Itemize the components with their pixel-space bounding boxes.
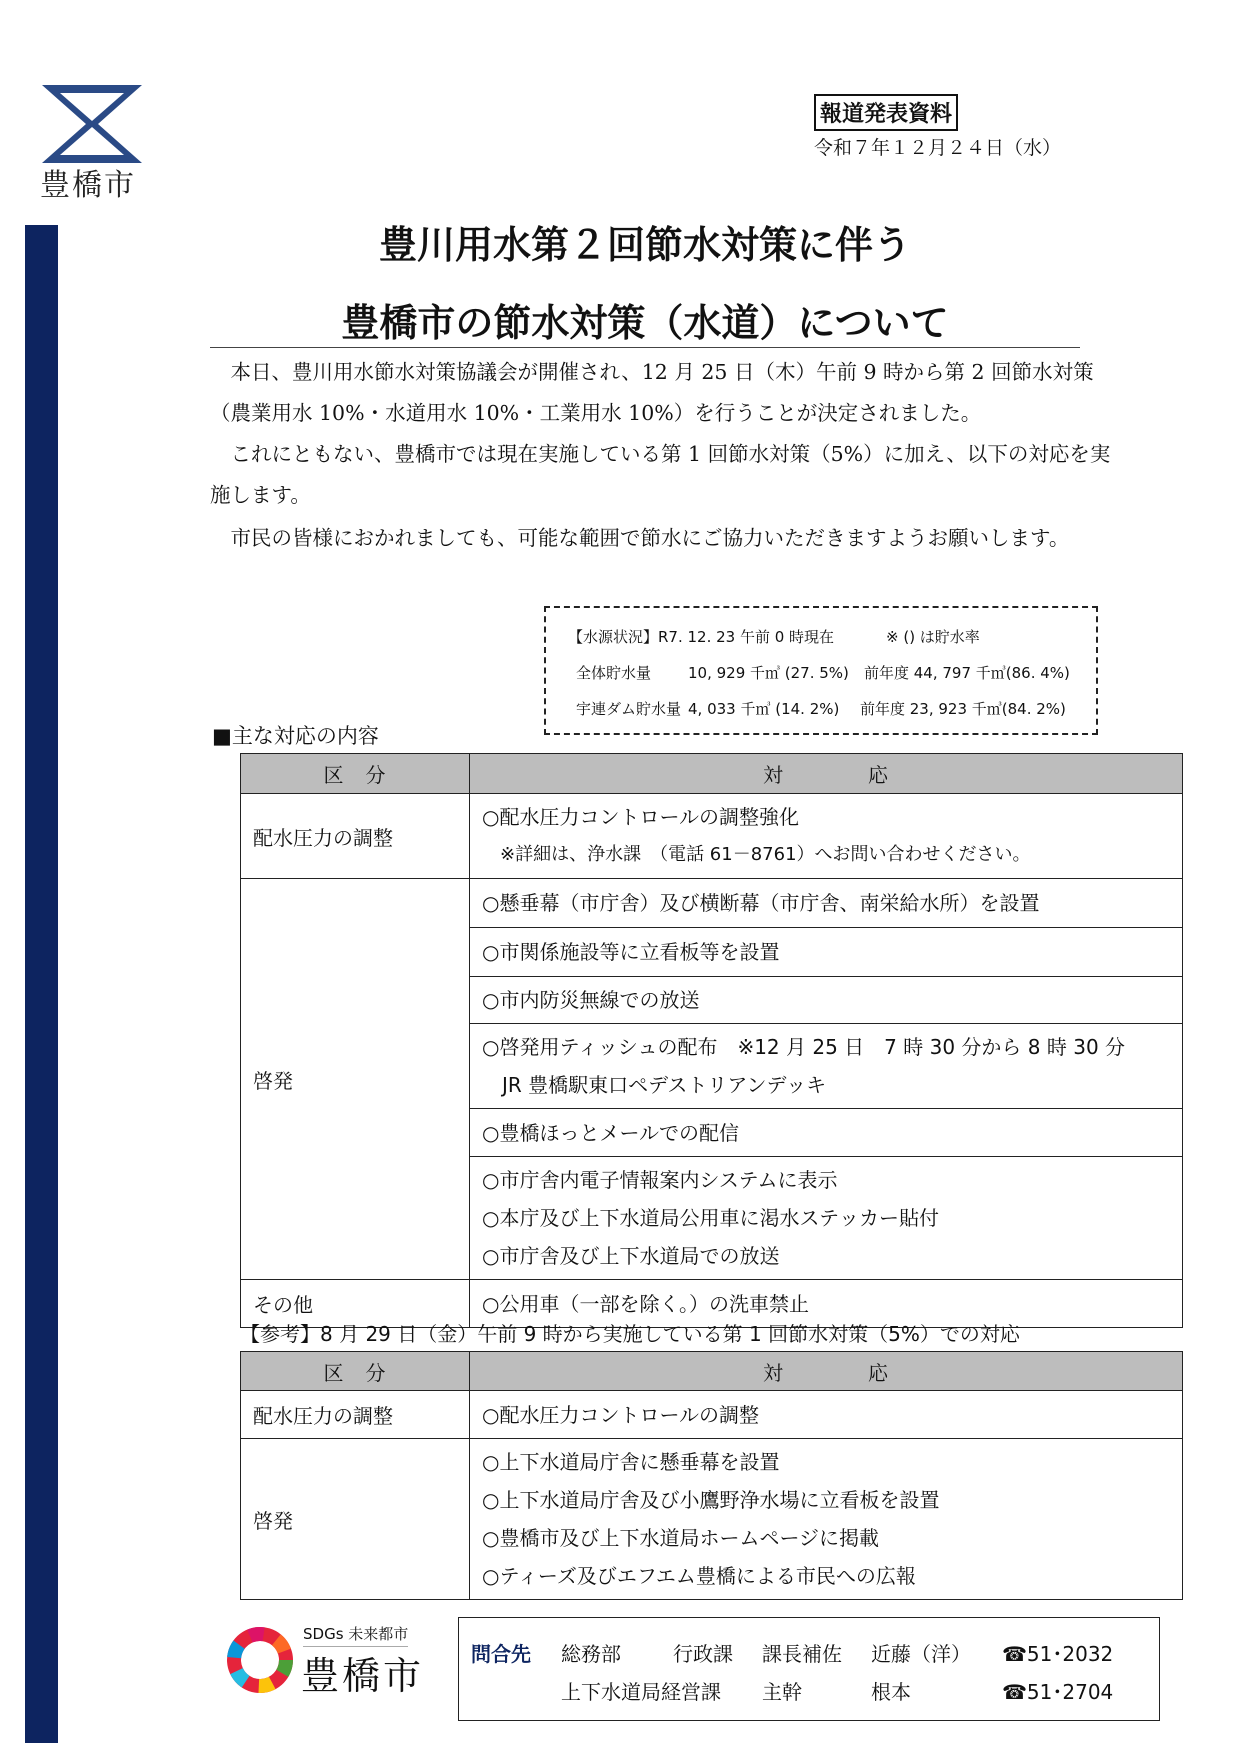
page-title-line2: 豊橋市の節水対策（水道）について xyxy=(341,301,949,345)
contact-label: 問合先 xyxy=(471,1642,531,1666)
side-accent-bar xyxy=(25,225,58,1743)
dam-storage-prev: 前年度 23, 923 千㎥(84. 2%) xyxy=(860,700,1066,718)
response-item: ○豊橋市及び上下水道局ホームページに掲載 xyxy=(482,1526,880,1550)
dam-storage-value: 4, 033 千㎥ (14. 2%) xyxy=(688,700,840,718)
contact-phone xyxy=(1002,1638,1113,1667)
table-row xyxy=(241,794,1183,879)
contact-name: 根本 xyxy=(871,1680,911,1704)
page-title-line1: 豊川用水第２回節水対策に伴う xyxy=(378,223,911,267)
reference-section-heading: 【参考】8 月 29 日（金）午前 9 時から実施している第 1 回節水対策（5%）での対応 xyxy=(240,1322,1020,1346)
row-response xyxy=(470,794,1183,879)
response-item: ○配水圧力コントロールの調整強化 xyxy=(482,805,800,829)
response-item: ○豊橋ほっとメールでの配信 xyxy=(470,1109,1183,1157)
title-divider xyxy=(210,347,1080,348)
response-item: ○ティーズ及びエフエム豊橋による市民への広報 xyxy=(482,1564,916,1588)
response-item: ○啓発用ティッシュの配布 ※12 月 25 日 7 時 30 分から 8 時 30 分 xyxy=(482,1035,1126,1059)
sdgs-wheel-icon xyxy=(225,1625,295,1695)
reference-measures-table xyxy=(240,1351,1183,1600)
response-item: ○市内防災無線での放送 xyxy=(470,977,1183,1024)
row-category: 配水圧力の調整 xyxy=(241,1391,470,1439)
column-header-category: 区 分 xyxy=(241,1352,470,1391)
table-header-row xyxy=(241,754,1183,794)
table-row xyxy=(241,1391,1183,1439)
sdgs-logo xyxy=(225,1623,435,1698)
toyohashi-emblem-icon xyxy=(42,85,142,163)
table-row xyxy=(241,1439,1183,1600)
response-item: ○上下水道局庁舎に懸垂幕を設置 xyxy=(482,1450,780,1474)
row-category: その他 xyxy=(241,1280,470,1328)
response-item: ○本庁及び上下水道局公用車に渇水ステッカー貼付 xyxy=(482,1206,940,1230)
row-category: 啓発 xyxy=(241,1439,470,1600)
table-row xyxy=(241,879,1183,928)
phone-number: 51･2032 xyxy=(1026,1642,1114,1666)
contact-section: 行政課 xyxy=(673,1642,733,1666)
response-item: ○市庁舎及び上下水道局での放送 xyxy=(482,1244,780,1268)
row-response xyxy=(470,1157,1183,1280)
contact-box xyxy=(458,1617,1160,1721)
contact-dept: 総務部 xyxy=(561,1642,621,1666)
response-item: ○市庁舎内電子情報案内システムに表示 xyxy=(482,1168,838,1192)
contact-title: 課長補佐 xyxy=(762,1642,842,1666)
response-item: ○市関係施設等に立看板等を設置 xyxy=(470,928,1183,977)
response-item: ○懸垂幕（市庁舎）及び横断幕（市庁舎、南栄給水所）を設置 xyxy=(470,879,1183,928)
row-category: 配水圧力の調整 xyxy=(241,794,470,879)
press-release-label: 報道発表資料 xyxy=(814,94,958,131)
row-category: 啓発 xyxy=(241,879,470,1280)
phone-icon: ☎ xyxy=(1002,1642,1027,1666)
contact-phone xyxy=(1002,1676,1113,1705)
paragraph-request: 市民の皆様におかれましても、可能な範囲で節水にご協力いただきますようお願いします。 xyxy=(210,526,1070,550)
total-storage-prev: 前年度 44, 797 千㎥(86. 4%) xyxy=(864,664,1070,682)
sdgs-city-name: 豊橋市 xyxy=(301,1654,425,1698)
contact-dept: 上下水道局経営課 xyxy=(561,1680,721,1704)
water-status-note: ※ () は貯水率 xyxy=(886,628,980,646)
column-header-category: 区 分 xyxy=(241,754,470,794)
column-header-response: 対 応 xyxy=(470,1352,1183,1391)
city-logo-text: 豊橋市 xyxy=(40,168,136,203)
row-response xyxy=(470,1024,1183,1109)
paragraph-measures: これにともない、豊橋市では現在実施している第 1 回節水対策（5%）に加え、以下の対応を実施します。 xyxy=(210,442,1111,507)
phone-number: 51･2704 xyxy=(1026,1680,1114,1704)
contact-name: 近藤（洋） xyxy=(871,1642,971,1666)
paragraph-announcement: 本日、豊川用水節水対策協議会が開催され、12 月 25 日（木）午前 9 時から第 2 回節水対策（農業用水 10%・水道用水 10%・工業用水 10%）を行うことが決定されました。 xyxy=(210,360,1094,425)
total-storage-value: 10, 929 千㎥ (27. 5%) xyxy=(688,664,849,682)
response-item: ○公用車（一部を除く。）の洗車禁止 xyxy=(470,1280,1183,1328)
column-header-response: 対 応 xyxy=(470,754,1183,794)
response-item: JR 豊橋駅東口ペデストリアンデッキ xyxy=(482,1073,827,1097)
table-header-row xyxy=(241,1352,1183,1391)
response-item: ○上下水道局庁舎及び小鷹野浄水場に立看板を設置 xyxy=(482,1488,940,1512)
release-date: 令和７年１２月２４日（水） xyxy=(814,137,1062,159)
main-measures-table xyxy=(240,753,1183,1328)
response-item: ※詳細は、浄水課 （電話 61－8761）へお問い合わせください。 xyxy=(482,844,1031,865)
response-item: ○配水圧力コントロールの調整 xyxy=(470,1391,1183,1439)
water-status-box xyxy=(544,606,1098,735)
phone-icon: ☎ xyxy=(1002,1680,1027,1704)
row-response xyxy=(470,1439,1183,1600)
sdgs-caption: SDGs 未来都市 xyxy=(303,1623,408,1647)
contact-title: 主幹 xyxy=(762,1680,802,1704)
dam-storage-label: 宇連ダム貯水量 xyxy=(576,700,682,718)
main-section-heading: ■主な対応の内容 xyxy=(212,724,379,748)
water-status-heading: 【水源状況】R7. 12. 23 午前 0 時現在 xyxy=(568,628,835,646)
total-storage-label: 全体貯水量 xyxy=(576,664,652,682)
